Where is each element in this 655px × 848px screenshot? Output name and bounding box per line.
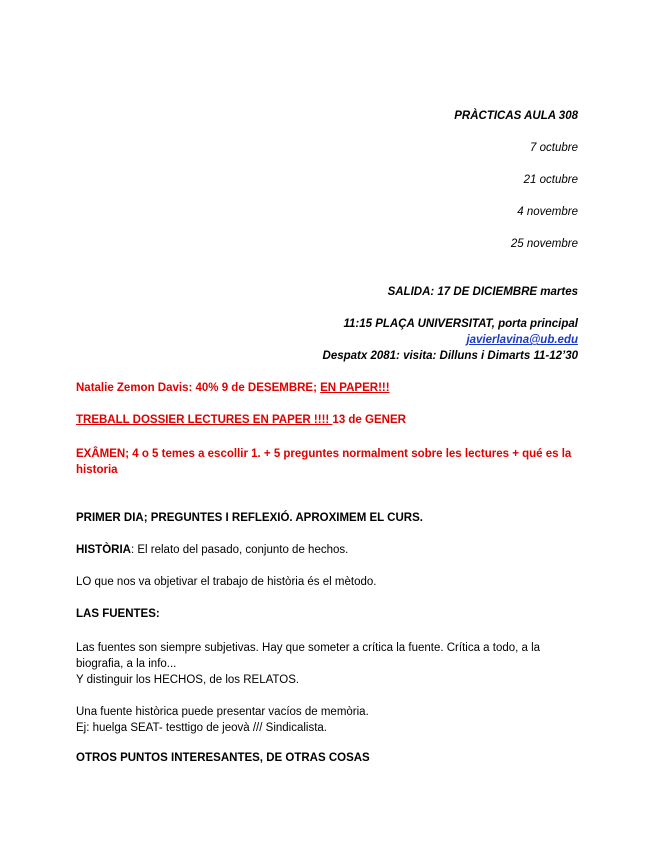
notice-natalie-text: Natalie Zemon Davis: 40% 9 de DESEMBRE; (76, 382, 321, 394)
heading-otros: OTROS PUNTOS INTERESANTES, DE OTRAS COSAS (76, 752, 370, 764)
heading-fuentes: LAS FUENTES: (76, 608, 160, 620)
notice-natalie (76, 382, 390, 394)
fuentes-paragraph-2 (76, 704, 581, 736)
salida-line: SALIDA: 17 DE DICIEMBRE martes (387, 286, 578, 298)
notice-treball (76, 414, 406, 426)
date-4: 25 novembre (510, 238, 578, 250)
fuentes-paragraph-1 (76, 640, 581, 688)
office-hours: Despatx 2081: visita: Dilluns i Dimarts 11-12’30 (322, 350, 578, 362)
date-3: 4 novembre (517, 206, 578, 218)
date-2: 21 octubre (523, 174, 578, 186)
meeting-line: 11:15 PLAÇA UNIVERSITAT, porta principal (343, 318, 578, 330)
notice-treball-date: 13 de GENER (332, 414, 406, 426)
email-link[interactable]: javierlavina@ub.edu (466, 334, 578, 346)
fuentes-p2-b: Ej: huelga SEAT- testtigo de jeovà /// Sindicalista. (76, 722, 328, 734)
fuentes-p1-b: Y distinguir los HECHOS, de los RELATOS. (76, 674, 300, 686)
practicas-title: PRÀCTICAS AULA 308 (454, 110, 578, 122)
historia-text: : El relato del pasado, conjunto de hechos. (130, 544, 349, 556)
notice-examen: EXÂMEN; 4 o 5 temes a escollir 1. + 5 preguntes normalment sobre les lectures + qué es la historia (76, 448, 572, 476)
historia-line (76, 544, 348, 556)
historia-label: HISTÒRIA (76, 544, 131, 556)
fuentes-p2-a: Una fuente històrica puede presentar vacíos de memòria. (76, 706, 369, 718)
date-1: 7 octubre (530, 142, 578, 154)
notice-treball-underlined: TREBALL DOSSIER LECTURES EN PAPER !!!! (76, 414, 333, 426)
notice-natalie-paper: EN PAPER!!! (320, 382, 390, 394)
email-link-wrapper (466, 334, 578, 346)
heading-primer-dia: PRIMER DIA; PREGUNTES I REFLEXIÓ. APROXIMEM EL CURS. (76, 512, 423, 524)
fuentes-p1-a: Las fuentes son siempre subjetivas. Hay que someter a crítica la fuente. Crítica a todo, a la biografia, a la info... (76, 642, 541, 670)
objetivar-line: LO que nos va objetivar el trabajo de història és el mètodo. (76, 576, 377, 588)
